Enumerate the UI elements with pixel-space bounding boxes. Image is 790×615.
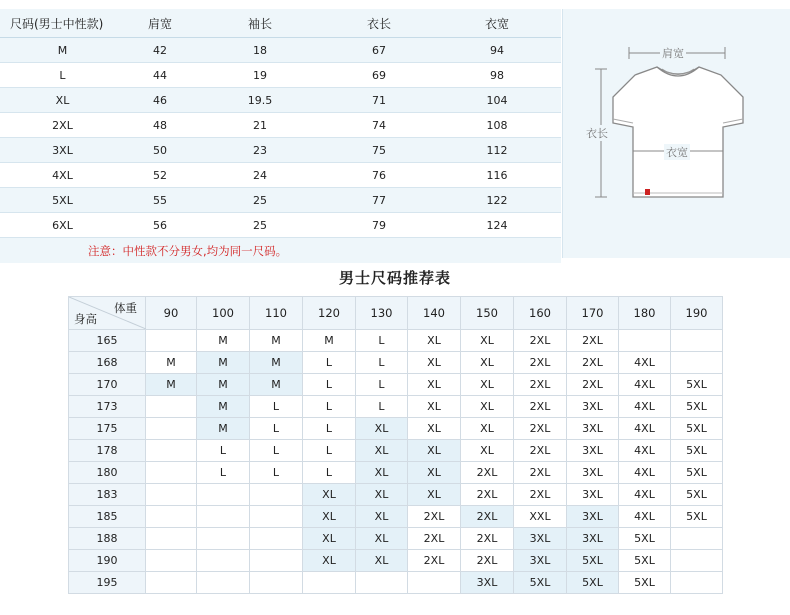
measurement-cell: 24: [195, 163, 325, 188]
recommendation-header-row: [69, 297, 723, 330]
recommendation-row: [69, 396, 723, 418]
recommended-size-cell: 3XL: [567, 484, 619, 506]
recommended-size-cell: XL: [303, 528, 356, 550]
size-table-row: [0, 163, 561, 188]
size-label-cell: 6XL: [0, 213, 125, 238]
recommended-size-cell: 2XL: [514, 352, 567, 374]
recommended-size-cell: [146, 506, 197, 528]
recommended-size-cell: XL: [408, 396, 461, 418]
recommendation-row: [69, 506, 723, 528]
recommendation-row: [69, 572, 723, 594]
height-cell: 190: [69, 550, 146, 572]
recommended-size-cell: XL: [356, 462, 408, 484]
size-table-header: [0, 9, 561, 38]
recommended-size-cell: L: [250, 462, 303, 484]
measurement-cell: 124: [433, 213, 561, 238]
recommended-size-cell: 2XL: [461, 550, 514, 572]
size-label-cell: M: [0, 38, 125, 63]
recommended-size-cell: M: [197, 418, 250, 440]
recommended-size-cell: 4XL: [619, 374, 671, 396]
size-table-row: [0, 213, 561, 238]
measurement-cell: 108: [433, 113, 561, 138]
recommended-size-cell: 4XL: [619, 396, 671, 418]
recommended-size-cell: [146, 440, 197, 462]
weight-header-cell: 90: [146, 297, 197, 330]
recommended-size-cell: 2XL: [567, 352, 619, 374]
recommended-size-cell: [146, 418, 197, 440]
recommended-size-cell: M: [197, 330, 250, 352]
height-cell: 188: [69, 528, 146, 550]
tshirt-measurement-diagram: [562, 9, 790, 258]
height-cell: 195: [69, 572, 146, 594]
recommended-size-cell: [146, 484, 197, 506]
measurement-cell: 19: [195, 63, 325, 88]
recommended-size-cell: XL: [408, 330, 461, 352]
weight-header-cell: 150: [461, 297, 514, 330]
recommended-size-cell: [146, 396, 197, 418]
height-cell: 170: [69, 374, 146, 396]
recommended-size-cell: XL: [461, 352, 514, 374]
size-note: 注意：中性款不分男女,均为同一尺码。: [0, 238, 561, 264]
recommended-size-cell: [671, 352, 723, 374]
measurement-cell: 23: [195, 138, 325, 163]
recommended-size-cell: [671, 572, 723, 594]
recommended-size-cell: M: [197, 352, 250, 374]
recommended-size-cell: 5XL: [671, 418, 723, 440]
size-label-cell: L: [0, 63, 125, 88]
recommended-size-cell: [250, 528, 303, 550]
size-header-cell: 衣宽: [433, 9, 561, 38]
recommendation-row: [69, 440, 723, 462]
recommended-size-cell: [408, 572, 461, 594]
recommended-size-cell: L: [250, 396, 303, 418]
recommended-size-cell: XL: [461, 418, 514, 440]
recommended-size-cell: M: [146, 374, 197, 396]
recommended-size-cell: 4XL: [619, 352, 671, 374]
recommended-size-cell: 4XL: [619, 418, 671, 440]
recommended-size-cell: 2XL: [461, 462, 514, 484]
measurement-cell: 104: [433, 88, 561, 113]
recommended-size-cell: XL: [408, 484, 461, 506]
recommended-size-cell: L: [356, 396, 408, 418]
recommended-size-cell: 2XL: [514, 374, 567, 396]
size-table-row: [0, 38, 561, 63]
recommended-size-cell: 4XL: [619, 506, 671, 528]
length-label: 衣长: [586, 127, 608, 140]
recommended-size-cell: 5XL: [514, 572, 567, 594]
measurement-cell: 56: [125, 213, 195, 238]
size-recommendation-table: [68, 296, 723, 594]
size-header-cell: 肩宽: [125, 9, 195, 38]
recommended-size-cell: 3XL: [567, 462, 619, 484]
height-cell: 185: [69, 506, 146, 528]
measurement-cell: 21: [195, 113, 325, 138]
measurement-cell: 75: [325, 138, 433, 163]
recommended-size-cell: XL: [408, 418, 461, 440]
recommended-size-cell: 2XL: [514, 440, 567, 462]
size-header-cell: 衣长: [325, 9, 433, 38]
shoulder-width-label: 肩宽: [662, 47, 684, 60]
size-table-row: [0, 138, 561, 163]
recommendation-row: [69, 550, 723, 572]
measurement-cell: 71: [325, 88, 433, 113]
size-label-cell: XL: [0, 88, 125, 113]
recommended-size-cell: XL: [356, 528, 408, 550]
recommended-size-cell: XL: [303, 550, 356, 572]
recommended-size-cell: XL: [356, 550, 408, 572]
recommendation-row: [69, 418, 723, 440]
recommended-size-cell: [197, 484, 250, 506]
measurement-cell: 69: [325, 63, 433, 88]
recommended-size-cell: 3XL: [567, 506, 619, 528]
recommended-size-cell: 2XL: [408, 550, 461, 572]
recommended-size-cell: [671, 550, 723, 572]
height-cell: 178: [69, 440, 146, 462]
recommended-size-cell: L: [250, 418, 303, 440]
measurement-cell: 19.5: [195, 88, 325, 113]
recommended-size-cell: XL: [461, 374, 514, 396]
height-cell: 180: [69, 462, 146, 484]
measurement-cell: 122: [433, 188, 561, 213]
recommended-size-cell: L: [197, 440, 250, 462]
measurement-cell: 18: [195, 38, 325, 63]
recommended-size-cell: [197, 550, 250, 572]
recommended-size-cell: L: [303, 418, 356, 440]
measurement-cell: 48: [125, 113, 195, 138]
weight-header-cell: 110: [250, 297, 303, 330]
recommended-size-cell: 5XL: [619, 528, 671, 550]
recommended-size-cell: XL: [408, 440, 461, 462]
measurement-cell: 116: [433, 163, 561, 188]
recommended-size-cell: L: [303, 396, 356, 418]
recommended-size-cell: [671, 528, 723, 550]
recommended-size-cell: L: [303, 440, 356, 462]
recommended-size-cell: [146, 528, 197, 550]
recommended-size-cell: 3XL: [567, 396, 619, 418]
recommended-size-cell: 5XL: [671, 440, 723, 462]
recommended-size-cell: L: [356, 330, 408, 352]
recommendation-row: [69, 330, 723, 352]
recommended-size-cell: 2XL: [514, 418, 567, 440]
size-table-row: [0, 88, 561, 113]
recommended-size-cell: 2XL: [514, 484, 567, 506]
recommended-size-cell: 4XL: [619, 440, 671, 462]
recommended-size-cell: 5XL: [671, 396, 723, 418]
measurement-cell: 52: [125, 163, 195, 188]
height-axis-label: 身高: [74, 312, 97, 326]
recommended-size-cell: 3XL: [567, 528, 619, 550]
recommended-size-cell: 5XL: [567, 550, 619, 572]
recommended-size-cell: L: [356, 374, 408, 396]
weight-header-cell: 130: [356, 297, 408, 330]
recommendation-row: [69, 462, 723, 484]
recommended-size-cell: M: [250, 330, 303, 352]
recommended-size-cell: XL: [461, 396, 514, 418]
recommended-size-cell: 5XL: [671, 374, 723, 396]
size-label-cell: 4XL: [0, 163, 125, 188]
measurement-cell: 44: [125, 63, 195, 88]
recommended-size-cell: [303, 572, 356, 594]
recommended-size-cell: [250, 572, 303, 594]
recommended-size-cell: XL: [461, 330, 514, 352]
recommended-size-cell: L: [356, 352, 408, 374]
recommended-size-cell: 4XL: [619, 462, 671, 484]
recommended-size-cell: 2XL: [408, 528, 461, 550]
height-cell: 168: [69, 352, 146, 374]
recommended-size-cell: L: [303, 374, 356, 396]
recommendation-row: [69, 528, 723, 550]
size-label-cell: 5XL: [0, 188, 125, 213]
recommended-size-cell: 2XL: [408, 506, 461, 528]
measurement-cell: 98: [433, 63, 561, 88]
recommended-size-cell: XL: [461, 440, 514, 462]
measurement-cell: 79: [325, 213, 433, 238]
height-cell: 175: [69, 418, 146, 440]
measurement-cell: 76: [325, 163, 433, 188]
recommended-size-cell: 2XL: [461, 528, 514, 550]
size-table-row: [0, 113, 561, 138]
recommended-size-cell: [146, 550, 197, 572]
recommended-size-cell: [250, 484, 303, 506]
recommended-size-cell: M: [197, 374, 250, 396]
weight-header-cell: 190: [671, 297, 723, 330]
recommended-size-cell: XL: [356, 440, 408, 462]
recommendation-row: [69, 484, 723, 506]
weight-header-cell: 120: [303, 297, 356, 330]
chest-width-label: 衣宽: [666, 146, 688, 159]
recommended-size-cell: L: [303, 462, 356, 484]
recommended-size-cell: 2XL: [567, 330, 619, 352]
recommended-size-cell: 5XL: [619, 572, 671, 594]
measurement-cell: 50: [125, 138, 195, 163]
size-label-cell: 2XL: [0, 113, 125, 138]
recommended-size-cell: 3XL: [514, 550, 567, 572]
recommended-size-cell: M: [250, 352, 303, 374]
weight-header-cell: 140: [408, 297, 461, 330]
height-cell: 165: [69, 330, 146, 352]
measurement-cell: 25: [195, 188, 325, 213]
recommended-size-cell: [356, 572, 408, 594]
recommended-size-cell: [250, 506, 303, 528]
recommended-size-cell: XL: [303, 506, 356, 528]
measurement-cell: 55: [125, 188, 195, 213]
measurement-cell: 46: [125, 88, 195, 113]
recommended-size-cell: M: [197, 396, 250, 418]
size-table-row: [0, 63, 561, 88]
weight-header-cell: 180: [619, 297, 671, 330]
recommended-size-cell: [197, 528, 250, 550]
recommended-size-cell: XXL: [514, 506, 567, 528]
height-cell: 173: [69, 396, 146, 418]
height-cell: 183: [69, 484, 146, 506]
recommended-size-cell: 5XL: [671, 484, 723, 506]
recommendation-row: [69, 374, 723, 396]
recommended-size-cell: 3XL: [567, 440, 619, 462]
recommended-size-cell: 2XL: [461, 506, 514, 528]
recommended-size-cell: 5XL: [671, 506, 723, 528]
measurement-cell: 67: [325, 38, 433, 63]
recommended-size-cell: [146, 572, 197, 594]
measurement-cell: 112: [433, 138, 561, 163]
measurement-cell: 77: [325, 188, 433, 213]
size-chart-table: [0, 9, 561, 263]
recommended-size-cell: L: [197, 462, 250, 484]
recommended-size-cell: 2XL: [514, 330, 567, 352]
recommended-size-cell: XL: [408, 462, 461, 484]
recommended-size-cell: 2XL: [514, 396, 567, 418]
size-table-row: [0, 188, 561, 213]
recommended-size-cell: [197, 572, 250, 594]
size-label-cell: 3XL: [0, 138, 125, 163]
recommended-size-cell: XL: [356, 418, 408, 440]
recommended-size-cell: M: [250, 374, 303, 396]
measurement-cell: 74: [325, 113, 433, 138]
recommended-size-cell: XL: [408, 352, 461, 374]
recommended-size-cell: 5XL: [671, 462, 723, 484]
recommended-size-cell: XL: [303, 484, 356, 506]
recommended-size-cell: 3XL: [461, 572, 514, 594]
weight-header-cell: 160: [514, 297, 567, 330]
recommended-size-cell: [250, 550, 303, 572]
recommended-size-cell: [619, 330, 671, 352]
recommended-size-cell: L: [250, 440, 303, 462]
recommended-size-cell: [146, 462, 197, 484]
weight-axis-label: 体重: [114, 301, 137, 315]
recommended-size-cell: M: [303, 330, 356, 352]
recommended-size-cell: [146, 330, 197, 352]
recommended-size-cell: XL: [356, 506, 408, 528]
brand-tag: [645, 189, 650, 195]
recommended-size-cell: XL: [356, 484, 408, 506]
recommended-size-cell: XL: [408, 374, 461, 396]
recommended-size-cell: 5XL: [619, 550, 671, 572]
measurement-cell: 25: [195, 213, 325, 238]
recommended-size-cell: 2XL: [567, 374, 619, 396]
recommendation-title: 男士尺码推荐表: [338, 269, 451, 287]
size-header-cell: 尺码(男士中性款): [0, 9, 125, 38]
recommended-size-cell: 4XL: [619, 484, 671, 506]
measurement-cell: 94: [433, 38, 561, 63]
recommended-size-cell: [671, 330, 723, 352]
weight-header-cell: 170: [567, 297, 619, 330]
corner-header-cell: [69, 297, 146, 330]
recommended-size-cell: [197, 506, 250, 528]
recommended-size-cell: M: [146, 352, 197, 374]
weight-header-cell: 100: [197, 297, 250, 330]
recommended-size-cell: 2XL: [514, 462, 567, 484]
recommendation-row: [69, 352, 723, 374]
recommended-size-cell: 2XL: [461, 484, 514, 506]
recommended-size-cell: 5XL: [567, 572, 619, 594]
measurement-cell: 42: [125, 38, 195, 63]
recommended-size-cell: 3XL: [567, 418, 619, 440]
recommended-size-cell: L: [303, 352, 356, 374]
recommended-size-cell: 3XL: [514, 528, 567, 550]
size-header-cell: 袖长: [195, 9, 325, 38]
